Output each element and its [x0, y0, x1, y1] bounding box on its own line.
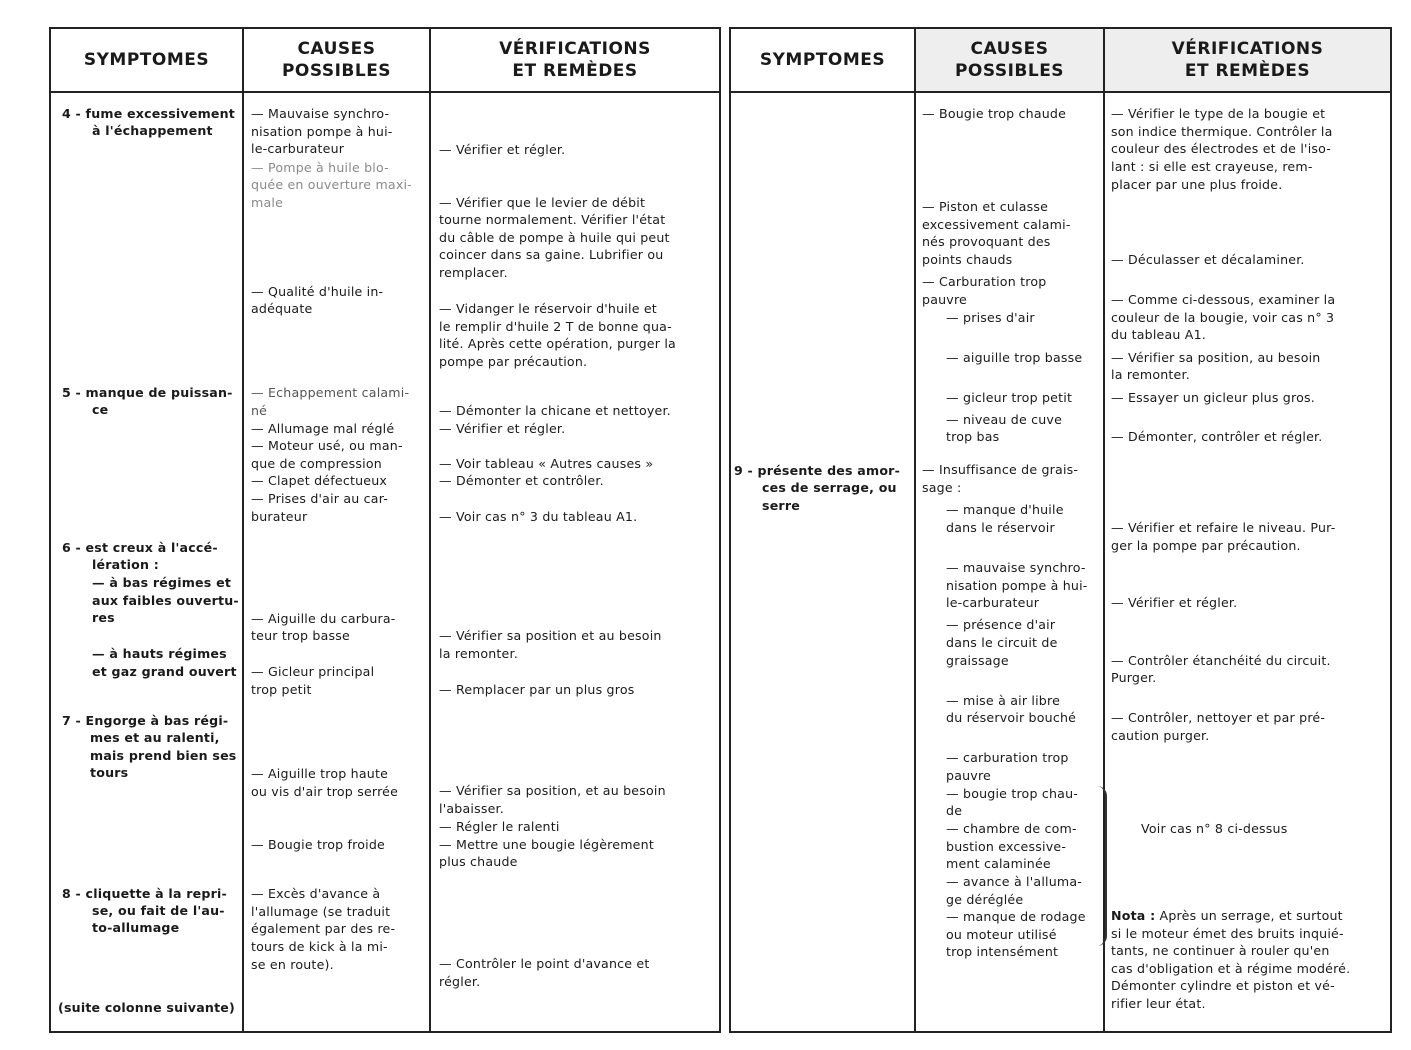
cause-line: quée en ouverture maxi-	[251, 177, 412, 192]
cause-line: — carburation trop	[946, 750, 1069, 765]
remedy-line: — Contrôler, nettoyer et par pré-	[1111, 710, 1326, 725]
symptom-line: 8 - cliquette à la repri-	[62, 886, 227, 901]
remedy-line: — Contrôler étanchéité du circuit.	[1111, 653, 1331, 668]
cause-line: se en route).	[251, 957, 334, 972]
nota-line: cas d'obligation et à régime modéré.	[1111, 961, 1351, 976]
cause-line: — Insuffisance de grais-	[922, 462, 1079, 477]
header-causes: CAUSES POSSIBLES	[281, 39, 392, 81]
remedy-line: du tableau A1.	[1111, 327, 1207, 342]
remedy-line: — Vérifier et régler.	[439, 142, 566, 157]
cause-line: du réservoir bouché	[946, 710, 1077, 725]
remedy-line: — Remplacer par un plus gros	[439, 682, 635, 697]
cause-line: — présence d'air	[946, 617, 1056, 632]
cause-line: — Echappement calami-	[251, 385, 410, 400]
cause-line: — Moteur usé, ou man-	[251, 438, 403, 453]
cause-line: — Gicleur principal	[251, 664, 375, 679]
symptom-line: — à hauts régimes	[92, 646, 227, 661]
column-divider	[429, 29, 431, 1031]
remedy-line: son indice thermique. Contrôler la	[1111, 124, 1333, 139]
continuation-note: (suite colonne suivante)	[58, 1000, 235, 1015]
remedy-line: l'abaisser.	[439, 801, 504, 816]
cause-line: — Allumage mal réglé	[251, 421, 395, 436]
cause-line: dans le réservoir	[946, 520, 1055, 535]
nota-line: tants, ne continuer à rouler qu'en	[1111, 943, 1330, 958]
remedy-line: couleur des électrodes et de l'iso-	[1111, 141, 1332, 156]
cause-line: nés provoquant des	[922, 234, 1051, 249]
remedy-line: Voir cas n° 8 ci-dessus	[1141, 821, 1288, 836]
cause-line: — mauvaise synchro-	[946, 560, 1086, 575]
remedy-line: — Démonter, contrôler et régler.	[1111, 429, 1323, 444]
cause-line: excessivement calami-	[922, 217, 1071, 232]
remedy-line: du câble de pompe à huile qui peut	[439, 230, 670, 245]
symptom-line: ces de serrage, ou	[762, 480, 897, 495]
cause-line: graissage	[946, 653, 1009, 668]
remedy-line: — Démonter la chicane et nettoyer.	[439, 403, 671, 418]
header-verifications: VÉRIFICATIONS ET REMÈDES	[1105, 29, 1390, 91]
symptom-line: aux faibles ouvertu-	[92, 593, 239, 608]
cause-line: — niveau de cuve	[946, 412, 1063, 427]
cause-line: tours de kick à la mi-	[251, 939, 388, 954]
remedy-line: — Vérifier sa position et au besoin	[439, 628, 662, 643]
remedy-line: — Régler le ralenti	[439, 819, 560, 834]
symptom-line: 9 - présente des amor-	[734, 463, 901, 478]
nota-label: Nota :	[1111, 908, 1156, 923]
remedy-line: la remonter.	[439, 646, 518, 661]
header-causes: CAUSES POSSIBLES	[916, 29, 1103, 91]
remedy-line: — Vérifier et régler.	[1111, 595, 1238, 610]
symptom-line: to-allumage	[92, 920, 180, 935]
cause-line: trop intensément	[946, 944, 1059, 959]
symptom-line: ce	[92, 402, 109, 417]
cause-line: le-carburateur	[251, 141, 345, 156]
symptom-line: se, ou fait de l'au-	[92, 903, 225, 918]
header-divider	[731, 91, 1390, 93]
symptom-line: 4 - fume excessivement	[62, 106, 236, 121]
symptom-line: à l'échappement	[92, 123, 213, 138]
remedy-line: pompe par précaution.	[439, 354, 588, 369]
cause-line: que de compression	[251, 456, 382, 471]
cause-line: — Piston et culasse	[922, 199, 1049, 214]
cause-line: — Excès d'avance à	[251, 886, 381, 901]
cause-line: nisation pompe à hui-	[946, 578, 1088, 593]
nota-line: rifier leur état.	[1111, 996, 1206, 1011]
header-divider	[51, 91, 719, 93]
cause-line: — prises d'air	[946, 310, 1035, 325]
remedy-line: — Vérifier sa position, et au besoin	[439, 783, 666, 798]
cause-line: trop petit	[251, 682, 312, 697]
remedy-line: — Vérifier et régler.	[439, 421, 566, 436]
cause-line: sage :	[922, 480, 962, 495]
remedy-line: — Mettre une bougie légèrement	[439, 837, 654, 852]
cause-line: points chauds	[922, 252, 1013, 267]
nota-text: Après un serrage, et surtout	[1155, 908, 1343, 923]
remedy-line: — Vérifier que le levier de débit	[439, 195, 646, 210]
remedy-line: — Essayer un gicleur plus gros.	[1111, 390, 1315, 405]
remedy-line: — Démonter et contrôler.	[439, 473, 604, 488]
cause-line: — Carburation trop	[922, 274, 1047, 289]
cause-line: — Mauvaise synchro-	[251, 106, 390, 121]
column-divider	[914, 29, 916, 1031]
symptom-line: 6 - est creux à l'accé-	[62, 540, 218, 555]
symptom-line: — à bas régimes et	[92, 575, 232, 590]
cause-line: dans le circuit de	[946, 635, 1058, 650]
cause-line: ge déréglée	[946, 892, 1024, 907]
remedy-line: ger la pompe par précaution.	[1111, 538, 1301, 553]
remedy-line: couleur de la bougie, voir cas n° 3	[1111, 310, 1335, 325]
remedy-line: la remonter.	[1111, 367, 1190, 382]
cause-line: — manque de rodage	[946, 909, 1086, 924]
cause-line: — Bougie trop froide	[251, 837, 385, 852]
remedy-line: lant : si elle est crayeuse, rem-	[1111, 159, 1313, 174]
cause-line: également par des re-	[251, 921, 396, 936]
cause-line: de	[946, 803, 963, 818]
remedy-line: coincer dans sa gaine. Lubrifier ou	[439, 247, 664, 262]
cause-line: — manque d'huile	[946, 502, 1064, 517]
symptom-line: lération :	[92, 557, 159, 572]
cause-line: — Aiguille du carbura-	[251, 611, 396, 626]
symptom-line: tours	[90, 765, 129, 780]
cause-line: ou vis d'air trop serrée	[251, 784, 399, 799]
remedy-line: — Déculasser et décalaminer.	[1111, 252, 1305, 267]
cause-line: male	[251, 195, 284, 210]
nota-line	[1111, 907, 1343, 925]
symptom-line: res	[92, 610, 115, 625]
remedy-line: — Voir cas n° 3 du tableau A1.	[439, 509, 638, 524]
cause-line: nisation pompe à hui-	[251, 124, 393, 139]
cause-line: — avance à l'alluma-	[946, 874, 1083, 889]
header-symptomes: SYMPTOMES	[759, 50, 886, 70]
remedy-line: tourne normalement. Vérifier l'état	[439, 212, 666, 227]
cause-line: né	[251, 403, 268, 418]
cause-line: trop bas	[946, 429, 1000, 444]
header-symptomes: SYMPTOMES	[83, 50, 210, 70]
cause-line: — Pompe à huile blo-	[251, 160, 389, 175]
remedy-line: — Vérifier et refaire le niveau. Pur-	[1111, 520, 1336, 535]
cause-line: adéquate	[251, 301, 313, 316]
remedy-line: régler.	[439, 974, 481, 989]
remedy-line: placer par une plus froide.	[1111, 177, 1283, 192]
cause-line: pauvre	[922, 292, 967, 307]
grouping-brace	[1095, 786, 1107, 946]
remedy-line: lité. Après cette opération, purger la	[439, 336, 676, 351]
cause-line: — Clapet défectueux	[251, 473, 388, 488]
remedy-line: — Vérifier le type de la bougie et	[1111, 106, 1326, 121]
cause-line: ment calaminée	[946, 856, 1051, 871]
remedy-line: caution purger.	[1111, 728, 1210, 743]
cause-line: le-carburateur	[946, 595, 1040, 610]
symptom-line: mais prend bien ses	[90, 748, 237, 763]
remedy-line: — Voir tableau « Autres causes »	[439, 456, 654, 471]
symptom-line: 7 - Engorge à bas régi-	[62, 713, 229, 728]
cause-line: — Prises d'air au car-	[251, 491, 389, 506]
cause-line: ou moteur utilisé	[946, 927, 1057, 942]
cause-line: — bougie trop chau-	[946, 786, 1079, 801]
symptom-line: et gaz grand ouvert	[92, 664, 237, 679]
symptom-line: serre	[762, 498, 801, 513]
cause-line: — chambre de com-	[946, 821, 1077, 836]
cause-line: — mise à air libre	[946, 693, 1061, 708]
remedy-line: — Contrôler le point d'avance et	[439, 956, 650, 971]
cause-line: — gicleur trop petit	[946, 390, 1073, 405]
remedy-line: — Vérifier sa position, au besoin	[1111, 350, 1321, 365]
remedy-line: — Vidanger le réservoir d'huile et	[439, 301, 657, 316]
remedy-line: remplacer.	[439, 265, 508, 280]
cause-line: bustion excessive-	[946, 839, 1067, 854]
remedy-line: Purger.	[1111, 670, 1157, 685]
cause-line: l'allumage (se traduit	[251, 904, 391, 919]
cause-line: — Qualité d'huile in-	[251, 284, 384, 299]
cause-line: pauvre	[946, 768, 991, 783]
remedy-line: — Comme ci-dessous, examiner la	[1111, 292, 1336, 307]
nota-line: si le moteur émet des bruits inquié-	[1111, 926, 1344, 941]
symptom-line: mes et au ralenti,	[90, 730, 220, 745]
header-verifications: VÉRIFICATIONS ET REMÈDES	[499, 39, 651, 81]
cause-line: — aiguille trop basse	[946, 350, 1083, 365]
cause-line: burateur	[251, 509, 308, 524]
remedy-line: le remplir d'huile 2 T de bonne qua-	[439, 319, 672, 334]
cause-line: teur trop basse	[251, 628, 350, 643]
symptom-line: 5 - manque de puissan-	[62, 385, 233, 400]
cause-line: — Bougie trop chaude	[922, 106, 1067, 121]
remedy-line: plus chaude	[439, 854, 518, 869]
cause-line: — Aiguille trop haute	[251, 766, 389, 781]
nota-line: Démonter cylindre et piston et vé-	[1111, 978, 1335, 993]
column-divider	[242, 29, 244, 1031]
